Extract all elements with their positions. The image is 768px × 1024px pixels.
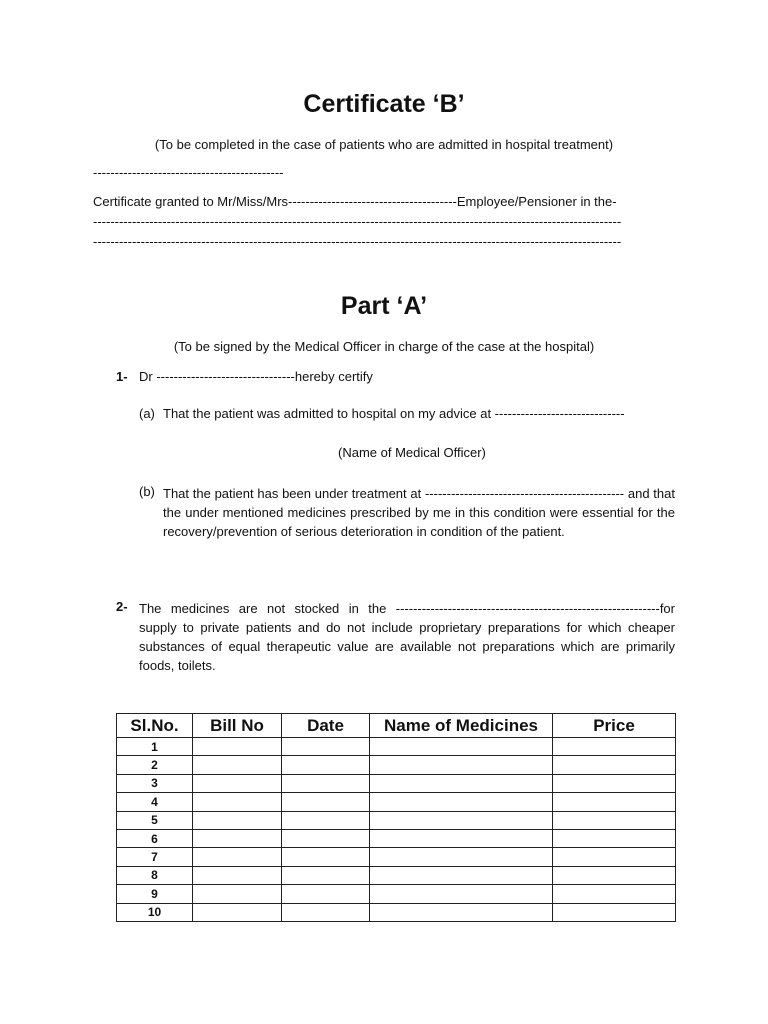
- serial-number-cell: 9: [117, 885, 193, 903]
- medicine-name-cell[interactable]: [370, 811, 553, 829]
- medical-officer-name-caption: (Name of Medical Officer): [338, 445, 486, 460]
- table-row: [117, 903, 676, 921]
- medicine-name-cell[interactable]: [370, 793, 553, 811]
- date-cell[interactable]: [282, 793, 370, 811]
- table-body: [117, 738, 676, 922]
- serial-number-cell: 8: [117, 866, 193, 884]
- item-1-text: Dr --------------------------------hereby certify: [139, 369, 373, 384]
- item-1-number: 1-: [116, 369, 128, 384]
- price-cell[interactable]: [553, 829, 676, 847]
- item-2-number: 2-: [116, 599, 128, 614]
- date-cell[interactable]: [282, 774, 370, 792]
- blank-line: --------------------------------------------------------------------------------------------------------------------------: [93, 214, 622, 229]
- bill-no-cell[interactable]: [193, 738, 282, 756]
- serial-number-cell: 5: [117, 811, 193, 829]
- part-a-subtitle: (To be signed by the Medical Officer in charge of the case at the hospital): [173, 339, 595, 354]
- table-row: [117, 885, 676, 903]
- column-header-date: Date: [282, 714, 370, 738]
- price-cell[interactable]: [553, 848, 676, 866]
- column-header-sl-no: Sl.No.: [117, 714, 193, 738]
- medicine-name-cell[interactable]: [370, 866, 553, 884]
- price-cell[interactable]: [553, 885, 676, 903]
- price-cell[interactable]: [553, 738, 676, 756]
- table-row: [117, 848, 676, 866]
- column-header-medicine-name: Name of Medicines: [370, 714, 553, 738]
- bill-no-cell[interactable]: [193, 811, 282, 829]
- table-row: [117, 756, 676, 774]
- date-cell[interactable]: [282, 756, 370, 774]
- medicine-name-cell[interactable]: [370, 829, 553, 847]
- item-2-text: The medicines are not stocked in the -------------------------------------------------------------for supply to private patients and do not include proprietary preparations for which cheaper substances of equal therapeutic value are available not preparations which are primarily foods, toilets.: [139, 601, 675, 673]
- date-cell[interactable]: [282, 903, 370, 921]
- medicine-name-cell[interactable]: [370, 903, 553, 921]
- bill-no-cell[interactable]: [193, 829, 282, 847]
- column-header-bill-no: Bill No: [193, 714, 282, 738]
- bill-no-cell[interactable]: [193, 756, 282, 774]
- price-cell[interactable]: [553, 774, 676, 792]
- price-cell[interactable]: [553, 756, 676, 774]
- column-header-price: Price: [553, 714, 676, 738]
- date-cell[interactable]: [282, 885, 370, 903]
- part-a-title: Part ‘A’: [340, 292, 428, 320]
- medicine-name-cell[interactable]: [370, 738, 553, 756]
- medicine-name-cell[interactable]: [370, 756, 553, 774]
- serial-number-cell: 3: [117, 774, 193, 792]
- table-row: [117, 774, 676, 792]
- item-1b-text: That the patient has been under treatment at ---------------------------------------------- and that the under mentioned medicines prescribed by me in this condition were essential for the recovery/prevention of serious deterioration in condition of the patient.: [163, 486, 675, 539]
- table-row: [117, 811, 676, 829]
- certificate-title: Certificate ‘B’: [303, 90, 465, 118]
- date-cell[interactable]: [282, 811, 370, 829]
- table-row: [117, 829, 676, 847]
- granted-to-line: Certificate granted to Mr/Miss/Mrs---------------------------------------Employee/Pensioner in the-: [93, 194, 617, 209]
- short-blank-line: --------------------------------------------: [93, 165, 284, 180]
- price-cell[interactable]: [553, 793, 676, 811]
- item-1a-label: (a): [139, 406, 155, 421]
- item-1a-text: That the patient was admitted to hospital on my advice at ------------------------------: [163, 406, 625, 421]
- bill-no-cell[interactable]: [193, 848, 282, 866]
- price-cell[interactable]: [553, 811, 676, 829]
- serial-number-cell: 10: [117, 903, 193, 921]
- date-cell[interactable]: [282, 848, 370, 866]
- table-header-row: [117, 714, 676, 738]
- medicine-name-cell[interactable]: [370, 848, 553, 866]
- blank-line: --------------------------------------------------------------------------------------------------------------------------: [93, 234, 622, 249]
- date-cell[interactable]: [282, 738, 370, 756]
- medicine-name-cell[interactable]: [370, 774, 553, 792]
- date-cell[interactable]: [282, 829, 370, 847]
- serial-number-cell: 4: [117, 793, 193, 811]
- item-1b-label: (b): [139, 484, 155, 499]
- bill-no-cell[interactable]: [193, 903, 282, 921]
- medicines-table: [116, 713, 676, 922]
- serial-number-cell: 2: [117, 756, 193, 774]
- table-row: [117, 866, 676, 884]
- table-row: [117, 793, 676, 811]
- table-row: [117, 738, 676, 756]
- date-cell[interactable]: [282, 866, 370, 884]
- medicine-name-cell[interactable]: [370, 885, 553, 903]
- price-cell[interactable]: [553, 866, 676, 884]
- bill-no-cell[interactable]: [193, 793, 282, 811]
- bill-no-cell[interactable]: [193, 885, 282, 903]
- bill-no-cell[interactable]: [193, 866, 282, 884]
- serial-number-cell: 6: [117, 829, 193, 847]
- serial-number-cell: 1: [117, 738, 193, 756]
- bill-no-cell[interactable]: [193, 774, 282, 792]
- serial-number-cell: 7: [117, 848, 193, 866]
- price-cell[interactable]: [553, 903, 676, 921]
- certificate-subtitle: (To be completed in the case of patients who are admitted in hospital treatment): [154, 137, 614, 152]
